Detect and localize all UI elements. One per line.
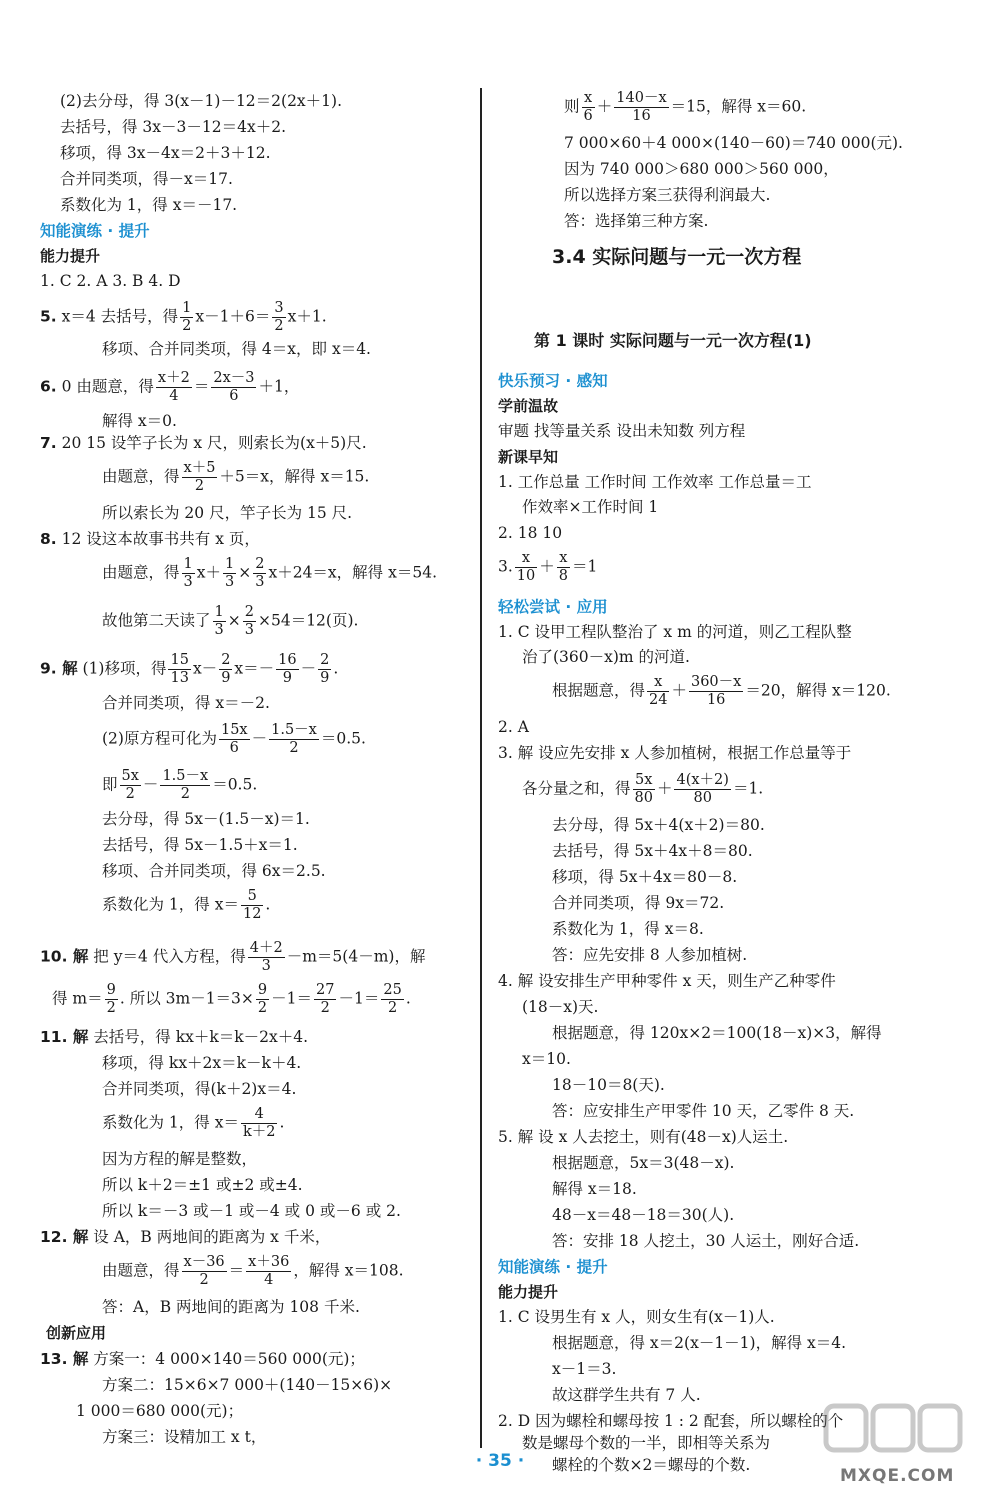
question-5: 5. x＝4 去括号，得 $\frac{1}{2}$ x－1＋6＝ $\frac{3}{2}$ x＋1. xyxy=(40,300,327,334)
fraction: $\frac{2x-3}{6}$ xyxy=(213,370,255,404)
fraction: $\frac{15}{13}$ xyxy=(170,652,189,686)
text-line: 1. 工作总量 工作时间 工作效率 工作总量＝工 xyxy=(498,473,812,491)
text-line: 根据题意，得 120x×2＝100(18－x)×3，解得 xyxy=(552,1024,882,1042)
fraction: $\frac{x}{24}$ xyxy=(649,674,668,708)
text-line: 合并同类项，得 9x＝72. xyxy=(552,894,725,912)
fraction: $\frac{9}{2}$ xyxy=(106,982,116,1016)
text-line: 得 m＝ $\frac{9}{2}$ . 所以 3m－1＝3× $\frac{9}{2}$ －1＝ $\frac{27}{2}$ －1＝ $\frac{25}{2}$ . xyxy=(52,982,411,1016)
text-line: 根据题意，5x＝3(48－x). xyxy=(552,1154,735,1172)
text-line: (2)去分母，得 3(x－1)－12＝2(2x＋1). xyxy=(60,92,343,110)
text-line: 5. 解 设 x 人去挖土，则有(48－x)人运土. xyxy=(498,1128,789,1146)
text-line: 则 $\frac{x}{6}$ ＋ $\frac{140-x}{16}$ ＝15，解得 x＝60. xyxy=(564,90,807,124)
page-number: · 35 · xyxy=(475,1451,525,1471)
text-line: 1. C 设甲工程队整治了 x m 的河道，则乙工程队整 xyxy=(498,623,852,641)
subsection-heading: 能力提升 xyxy=(498,1283,559,1301)
text-line: 2. A xyxy=(498,718,529,736)
column-divider xyxy=(480,88,482,1448)
answer-line: 1. C 2. A 3. B 4. D xyxy=(40,272,181,290)
text-line: 1 000＝680 000(元)； xyxy=(76,1402,244,1420)
text-line: 答：A，B 两地间的距离为 108 千米. xyxy=(102,1298,360,1316)
text-line: 合并同类项，得－x＝17. xyxy=(60,170,233,188)
text-line: 去分母，得 5x－(1.5－x)＝1. xyxy=(102,810,310,828)
text-line: 去括号，得 5x＋4x＋8＝80. xyxy=(552,842,753,860)
fraction: $\frac{x}{8}$ xyxy=(558,550,568,584)
fraction: $\frac{4}{k+2}$ xyxy=(242,1106,276,1140)
text-line: 答：安排 18 人挖土，30 人运土，刚好合适. xyxy=(552,1232,860,1250)
text-line: 移项、合并同类项，得 6x＝2.5. xyxy=(102,862,326,880)
fraction: $\frac{9}{2}$ xyxy=(257,982,268,1016)
section-heading: 知能演练 · 提升 xyxy=(40,222,150,240)
subsection-heading: 新课早知 xyxy=(498,448,559,466)
text-line: 由题意，得 $\frac{x+5}{2}$ ＋5＝x，解得 x＝15. xyxy=(102,460,370,494)
text-line: 所以 k＝－3 或－1 或－4 或 0 或－6 或 2. xyxy=(102,1202,401,1220)
text-line: 所以选择方案三获得利润最大. xyxy=(564,186,771,204)
subsection-heading: 能力提升 xyxy=(40,247,101,265)
fraction: $\frac{1}{3}$ xyxy=(183,556,193,590)
text-line: 方案三：设精加工 x t， xyxy=(102,1428,267,1446)
text-line: 4. 解 设安排生产甲种零件 x 天，则生产乙种零件 xyxy=(498,972,836,990)
text-line: 所以索长为 20 尺，竿子长为 15 尺. xyxy=(102,504,353,522)
fraction: $\frac{1}{3}$ xyxy=(225,556,235,590)
text-line: 审题 找等量关系 设出未知数 列方程 xyxy=(498,422,746,440)
text-line: 解得 x＝0. xyxy=(102,412,177,430)
fraction: $\frac{25}{2}$ xyxy=(383,982,402,1016)
fraction: $\frac{x+36}{4}$ xyxy=(248,1254,290,1288)
text-line: 故他第二天读了 $\frac{1}{3}$ × $\frac{2}{3}$ ×54＝12(页). xyxy=(102,604,359,638)
fraction: $\frac{5}{12}$ xyxy=(242,888,262,922)
text-line: 治了(360－x)m 的河道. xyxy=(522,648,690,666)
text-line: 答：选择第三种方案. xyxy=(564,212,709,230)
text-line: 根据题意，得 x＝2(x－1－1)，解得 x＝4. xyxy=(552,1334,847,1352)
text-line: 7 000×60＋4 000×(140－60)＝740 000(元). xyxy=(564,134,903,152)
text-line: 系数化为 1，得 x＝8. xyxy=(552,920,704,938)
text-line: (18－x)天. xyxy=(522,998,599,1016)
text-line: 数是螺母个数的一半，即相等关系为 xyxy=(522,1434,771,1452)
text-line: x＝10. xyxy=(522,1050,571,1068)
text-line: 2. 18 10 xyxy=(498,524,563,542)
fraction: $\frac{4(x+2)}{80}$ xyxy=(676,772,729,806)
fraction: $\frac{2}{3}$ xyxy=(255,556,265,590)
text-line: 去括号，得 3x－3－12＝4x＋2. xyxy=(60,118,287,136)
text-line: 故这群学生共有 7 人. xyxy=(552,1386,701,1404)
watermark-text: MXQE.COM xyxy=(840,1466,955,1486)
fraction: $\frac{140-x}{16}$ xyxy=(616,90,667,124)
text-line: 由题意，得 $\frac{x-36}{2}$ ＝ $\frac{x+36}{4}$ ，解得 x＝108. xyxy=(102,1254,404,1288)
fraction: $\frac{x}{10}$ xyxy=(516,550,536,584)
fraction: $\frac{5x}{2}$ xyxy=(121,768,139,802)
text-line: 即 $\frac{5x}{2}$ － $\frac{1.5-x}{2}$ ＝0.5. xyxy=(102,768,258,802)
text-line: 合并同类项，得 x＝－2. xyxy=(102,694,270,712)
text-line: 各分量之和，得 $\frac{5x}{80}$ ＋ $\frac{4(x+2)}{80}$ ＝1. xyxy=(522,772,764,806)
text-line: 根据题意，得 $\frac{x}{24}$ ＋ $\frac{360-x}{16}$ ＝20，解得 x＝120. xyxy=(552,674,891,708)
lesson-title: 第 1 课时 实际问题与一元一次方程(1) xyxy=(534,331,812,350)
text-line: 因为方程的解是整数， xyxy=(102,1150,258,1168)
fraction: $\frac{1}{3}$ xyxy=(214,604,224,638)
subsection-heading: 创新应用 xyxy=(46,1324,107,1342)
fraction: $\frac{15x}{6}$ xyxy=(220,722,248,756)
text-line: (2)原方程可化为 $\frac{15x}{6}$ － $\frac{1.5-x}{2}$ ＝0.5. xyxy=(102,722,366,756)
fraction: $\frac{3}{2}$ xyxy=(274,300,284,334)
question-9: 9. 解 (1)移项，得 $\frac{15}{13}$ x－ $\frac{2}{9}$ x＝－ $\frac{16}{9}$ － $\frac{2}{9}$ . xyxy=(40,652,339,686)
text-line: 方案二：15×6×7 000＋(140－15×6)× xyxy=(102,1376,393,1394)
fraction: $\frac{x}{6}$ xyxy=(583,90,593,124)
text-line: 合并同类项，得(k＋2)x＝4. xyxy=(102,1080,297,1098)
fraction: $\frac{16}{9}$ xyxy=(278,652,297,686)
text-line: 3. $\frac{x}{10}$ ＋ $\frac{x}{8}$ ＝1 xyxy=(498,550,598,584)
question-11: 11. 解 去括号，得 kx＋k＝k－2x＋4. xyxy=(40,1028,309,1046)
text-line: 移项，得 kx＋2x＝k－k＋4. xyxy=(102,1054,302,1072)
fraction: $\frac{2}{9}$ xyxy=(320,652,330,686)
text-line: 作效率×工作时间 1 xyxy=(522,498,659,516)
text-line: 解得 x＝18. xyxy=(552,1180,637,1198)
text-line: 3. 解 设应先安排 x 人参加植树，根据工作总量等于 xyxy=(498,744,852,762)
question-10: 10. 解 把 y＝4 代入方程，得 $\frac{4+2}{3}$ －m＝5(4－m)，解 xyxy=(40,940,426,974)
text-line: 去括号，得 5x－1.5＋x＝1. xyxy=(102,836,298,854)
section-heading: 知能演练 · 提升 xyxy=(498,1258,608,1276)
section-heading: 轻松尝试 · 应用 xyxy=(498,598,608,616)
fraction: $\frac{27}{2}$ xyxy=(316,982,335,1016)
fraction: $\frac{1.5-x}{2}$ xyxy=(162,768,209,802)
fraction: $\frac{1}{2}$ xyxy=(182,300,192,334)
text-line: 答：应安排生产甲零件 10 天，乙零件 8 天. xyxy=(552,1102,855,1120)
text-line: x－1＝3. xyxy=(552,1360,617,1378)
subsection-heading: 学前温故 xyxy=(498,397,559,415)
text-line: 去分母，得 5x＋4(x＋2)＝80. xyxy=(552,816,765,834)
fraction: $\frac{2}{9}$ xyxy=(221,652,231,686)
question-7: 7. 20 15 设竿子长为 x 尺，则索长为(x＋5)尺. xyxy=(40,434,367,452)
text-line: 由题意，得 $\frac{1}{3}$ x＋ $\frac{1}{3}$ × $\frac{2}{3}$ x＋24＝x，解得 x＝54. xyxy=(102,556,437,590)
section-heading: 快乐预习 · 感知 xyxy=(498,372,608,390)
text-line: 系数化为 1，得 x＝ $\frac{5}{12}$ . xyxy=(102,888,271,922)
text-line: 所以 k＋2＝±1 或±2 或±4. xyxy=(102,1176,303,1194)
text-line: 系数化为 1，得 x＝ $\frac{4}{k+2}$ . xyxy=(102,1106,285,1140)
question-13: 13. 解 方案一：4 000×140＝560 000(元)； xyxy=(40,1350,365,1368)
question-8: 8. 12 设这本故事书共有 x 页， xyxy=(40,530,260,548)
fraction: $\frac{4+2}{3}$ xyxy=(249,940,283,974)
fraction: $\frac{x-36}{2}$ xyxy=(183,1254,225,1288)
question-12: 12. 解 设 A，B 两地间的距离为 x 千米， xyxy=(40,1228,331,1246)
fraction: $\frac{x+5}{2}$ xyxy=(183,460,216,494)
text-line: 18－10＝8(天). xyxy=(552,1076,665,1094)
fraction: $\frac{2}{3}$ xyxy=(244,604,254,638)
text-line: 螺栓的个数×2＝螺母的个数. xyxy=(552,1456,751,1474)
text-line: 移项，得 3x－4x＝2＋3＋12. xyxy=(60,144,271,162)
question-6: 6. 0 由题意，得 $\frac{x+2}{4}$ ＝ $\frac{2x-3}{6}$ ＋1， xyxy=(40,370,300,404)
text-line: 答：应先安排 8 人参加植树. xyxy=(552,946,748,964)
section-title: 3.4 实际问题与一元一次方程 xyxy=(552,246,802,268)
fraction: $\frac{5x}{80}$ xyxy=(634,772,653,806)
text-line: 移项、合并同类项，得 4＝x，即 x＝4. xyxy=(102,340,371,358)
fraction: $\frac{360-x}{16}$ xyxy=(690,674,742,708)
text-line: 1. C 设男生有 x 人，则女生有(x－1)人. xyxy=(498,1308,775,1326)
text-line: 因为 740 000＞680 000＞560 000， xyxy=(564,160,839,178)
text-line: 移项，得 5x＋4x＝80－8. xyxy=(552,868,738,886)
fraction: $\frac{1.5-x}{2}$ xyxy=(271,722,317,756)
text-line: 48－x＝48－18＝30(人). xyxy=(552,1206,735,1224)
fraction: $\frac{x+2}{4}$ xyxy=(157,370,190,404)
text-line: 2. D 因为螺栓和螺母按 1 : 2 配套，所以螺栓的个 xyxy=(498,1412,844,1430)
text-line: 系数化为 1，得 x＝－17. xyxy=(60,196,238,214)
